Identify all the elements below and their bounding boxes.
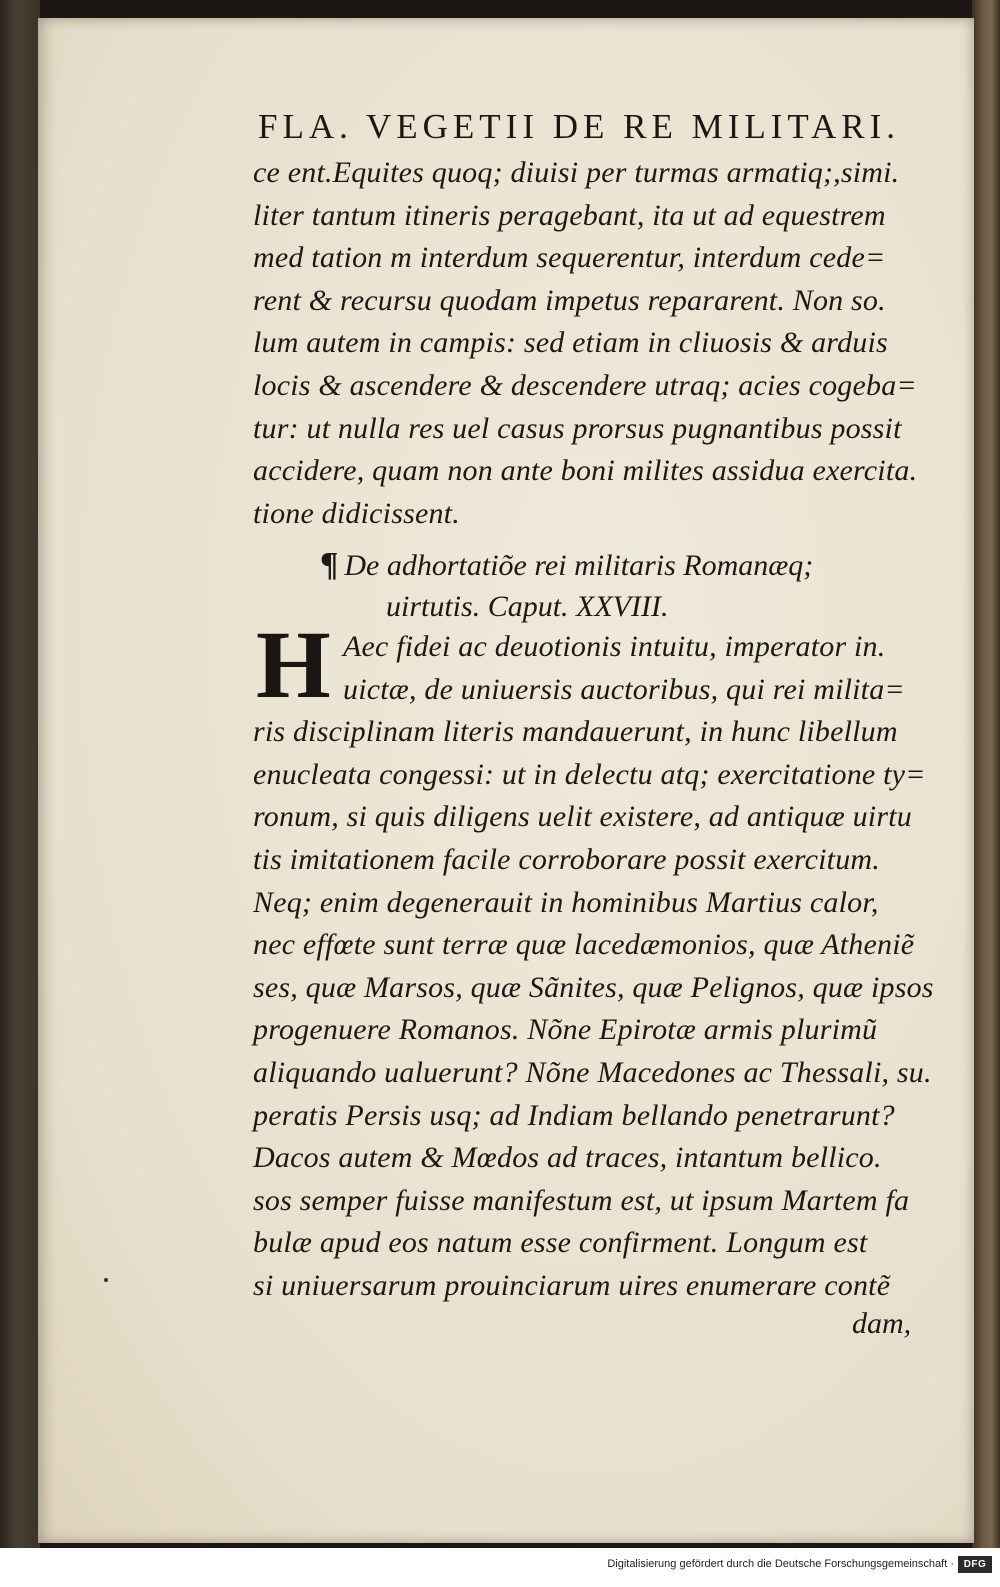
text-line: progenuere Romanos. Nõne Epirotæ armis plurimũ — [253, 1013, 878, 1047]
text-line: bulæ apud eos natum esse confirment. Longum est — [253, 1226, 868, 1260]
text-line: uictæ, de uniuersis auctoribus, qui rei milita= — [343, 672, 905, 706]
text-line: aliquando ualuerunt? Nõne Macedones ac Thessali, su. — [253, 1055, 932, 1089]
text-block-top — [253, 152, 933, 535]
ink-speck — [104, 1278, 108, 1282]
chapter-heading — [320, 544, 920, 628]
book-spine — [0, 0, 40, 1548]
text-line: enucleata congessi: ut in delectu atq; exercitatione ty= — [253, 757, 926, 791]
footer-bar — [0, 1548, 1000, 1587]
text-line: ses, quæ Marsos, quæ Sãnites, quæ Pelignos, quæ ipsos — [253, 970, 934, 1004]
text-line: liter tantum itineris peragebant, ita ut ad equestrem — [253, 198, 886, 232]
text-line: Neq; enim degenerauit in hominibus Martius calor, — [253, 885, 879, 919]
text-line: lum autem in campis: sed etiam in cliuosis & arduis — [253, 326, 888, 360]
running-header: FLA. VEGETII DE RE MILITARI. — [258, 107, 901, 146]
text-line: sos semper fuisse manifestum est, ut ipsum Martem fa — [253, 1183, 910, 1217]
drop-capital: H — [256, 611, 331, 718]
text-line: si uniuersarum prouinciarum uires enumerare contẽ — [253, 1268, 891, 1302]
dfg-logo: DFG — [958, 1556, 992, 1573]
text-line: med tation m interdum sequerentur, interdum cede= — [253, 241, 886, 275]
funding-credit: Digitalisierung gefördert durch die Deutsche Forschungsgemeinschaft · — [607, 1558, 954, 1570]
text-line: ris disciplinam literis mandauerunt, in hunc libellum — [253, 715, 898, 749]
text-line: tur: ut nulla res uel casus prorsus pugnantibus possit — [253, 411, 902, 445]
text-line: nec effœte sunt terræ quæ lacedæmonios, quæ Atheniẽ — [253, 928, 915, 962]
chapter-title-line2: uirtutis. Caput. XXVIII. — [386, 590, 669, 623]
pilcrow-mark: ¶ — [320, 546, 339, 583]
text-line: accidere, quam non ante boni milites assidua exercita. — [253, 454, 918, 488]
text-line: locis & ascendere & descendere utraq; acies cogeba= — [253, 368, 917, 402]
text-line: rent & recursu quodam impetus repararent. Non so. — [253, 283, 886, 317]
text-line: peratis Persis usq; ad Indiam bellando penetrarunt? — [253, 1098, 895, 1132]
text-line: Aec fidei ac deuotionis intuitu, imperator in. — [343, 630, 886, 663]
text-line: tis imitationem facile corroborare possit exercitum. — [253, 842, 880, 876]
text-block-chapter — [253, 626, 943, 1308]
catchword: dam, — [852, 1307, 912, 1340]
text-line: ronum, si quis diligens uelit existere, ad antiquæ uirtu — [253, 800, 912, 834]
chapter-title-line1: De adhortatiõe rei militaris Romanæq; — [344, 549, 814, 582]
text-line: ce ent.Equites quoq; diuisi per turmas armatiq;,simi. — [253, 156, 900, 189]
text-line: Dacos autem & Mœdos ad traces, intantum bellico. — [253, 1141, 882, 1175]
page-edge — [972, 0, 1000, 1548]
text-line: tione didicissent. — [253, 496, 460, 530]
